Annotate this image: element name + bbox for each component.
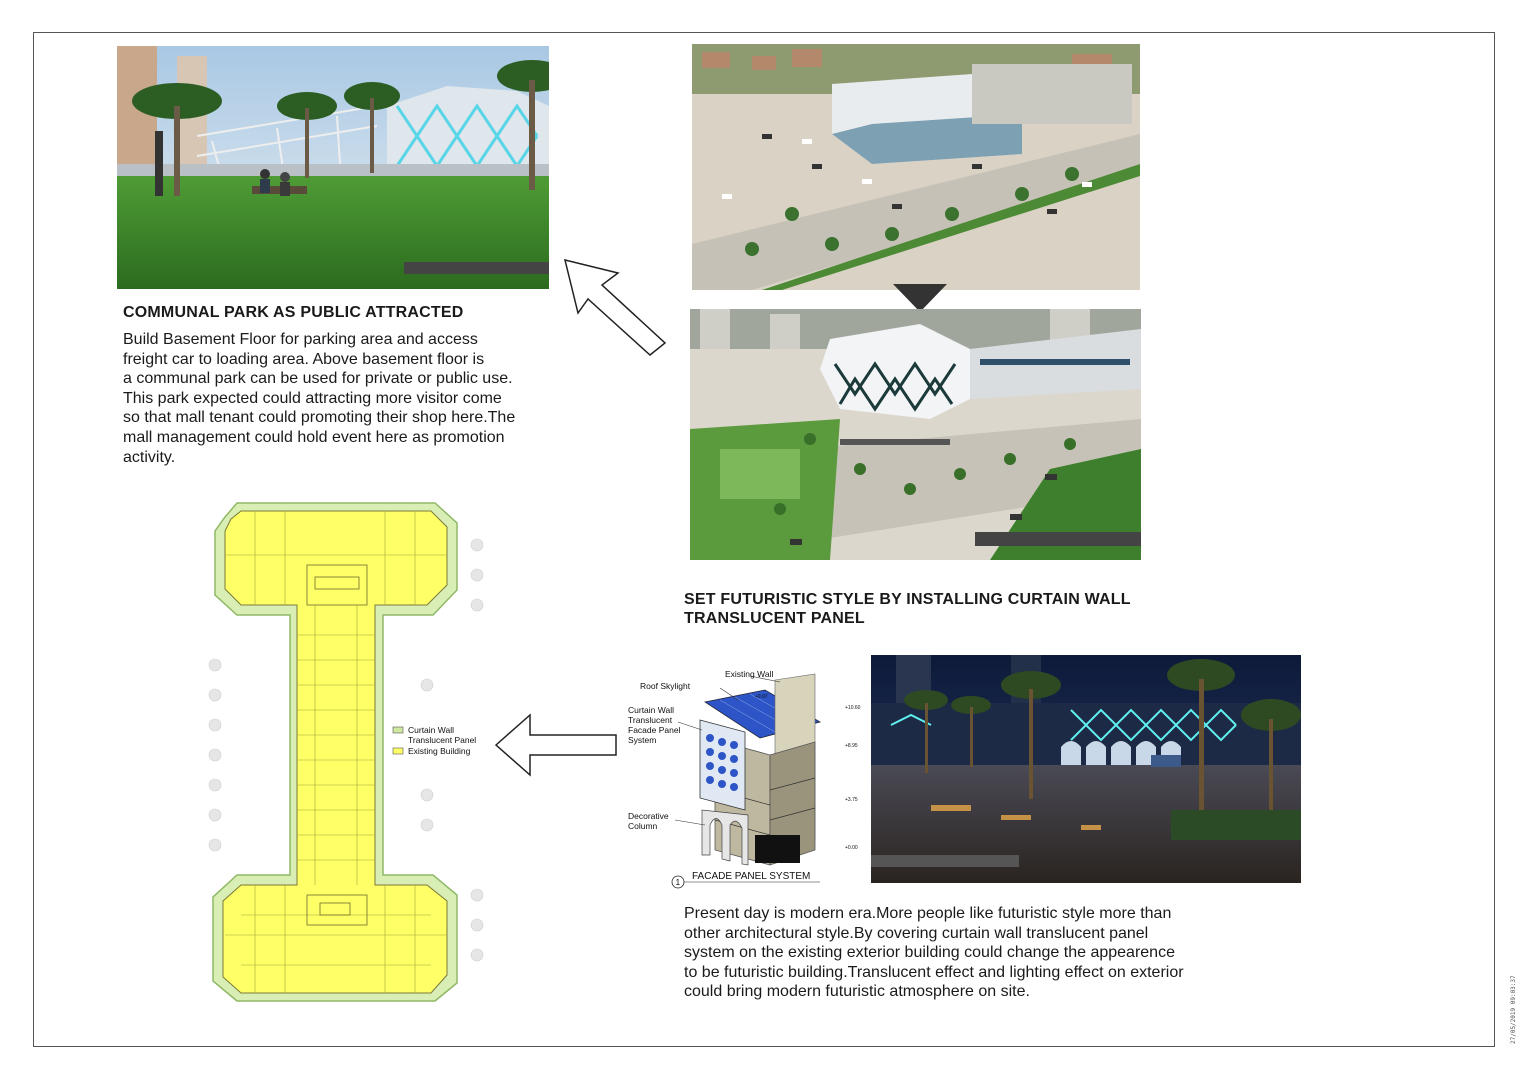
elevation-label: +8.95 xyxy=(845,743,858,749)
park-text-line: Build Basement Floor for parking area and access xyxy=(123,331,478,348)
park-section-description xyxy=(123,330,515,467)
park-text-line: activity. xyxy=(123,448,176,466)
futuristic-text-line: system on the existing exterior building could change the appearence xyxy=(684,944,1175,962)
facade-panel-diagram xyxy=(620,660,865,890)
futuristic-text-line: to be futuristic building.Translucent effect and lighting effect on exterior xyxy=(684,963,1184,981)
label-decorative-column: Column xyxy=(628,821,658,831)
futuristic-section-description xyxy=(684,904,1184,1002)
facade-diagram-caption: FACADE PANEL SYSTEM xyxy=(692,871,811,882)
park-text-line: mall management could hold event here as promotion xyxy=(123,428,505,446)
arrow-to-park-icon xyxy=(560,255,670,360)
label-roof-skylight: Roof Skylight xyxy=(640,681,691,691)
arrow-to-plan-icon xyxy=(494,713,619,777)
elevation-label: +3.75 xyxy=(845,797,858,803)
park-section-title: COMMUNAL PARK AS PUBLIC ATTRACTED xyxy=(123,304,464,321)
elevation-label: +9.97 xyxy=(755,694,768,700)
elevation-label: +10.60 xyxy=(845,705,861,711)
legend-label-curtain-wall-2: Translucent Panel xyxy=(408,735,477,745)
futuristic-text-line: other architectural style.By covering curtain wall translucent panel xyxy=(684,924,1149,942)
night-street-render xyxy=(871,655,1301,883)
aerial-existing-render xyxy=(692,44,1140,290)
legend-label-existing-building: Existing Building xyxy=(408,746,471,756)
label-curtain-wall-line: System xyxy=(628,735,657,745)
futuristic-title-line: SET FUTURISTIC STYLE BY INSTALLING CURTAIN WALL xyxy=(684,591,1131,608)
futuristic-title-line: TRANSLUCENT PANEL xyxy=(684,610,865,627)
sheet-timestamp: 27/05/2019 09:03:37 xyxy=(1510,975,1517,1044)
label-decorative-column: Decorative xyxy=(628,811,669,821)
park-text-line: so that mall tenant could promoting their shop here.The xyxy=(123,409,516,427)
floor-plan-drawing xyxy=(195,495,495,1010)
legend-swatch-existing-building xyxy=(393,748,403,754)
aerial-futuristic-render xyxy=(690,309,1141,560)
label-curtain-wall-line: Translucent xyxy=(628,715,673,725)
label-curtain-wall-line: Curtain Wall xyxy=(628,705,674,715)
park-text-line: This park expected could attracting more visitor come xyxy=(123,389,502,407)
down-arrow-icon xyxy=(893,284,947,312)
park-text-line: a communal park can be used for private or public use. xyxy=(123,370,513,388)
label-curtain-wall-line: Facade Panel xyxy=(628,725,681,735)
legend-label-curtain-wall: Curtain Wall xyxy=(408,725,454,735)
park-text-line: freight car to loading area. Above basement floor is xyxy=(123,350,485,368)
label-existing-wall: Existing Wall xyxy=(725,669,774,679)
communal-park-render xyxy=(117,46,549,289)
futuristic-text-line: Present day is modern era.More people like futuristic style more than xyxy=(684,905,1172,922)
futuristic-section-title xyxy=(684,590,1131,628)
elevation-label: +0.00 xyxy=(845,845,858,851)
futuristic-text-line: could bring modern futuristic atmosphere on site. xyxy=(684,983,1030,1001)
legend-swatch-curtain-wall xyxy=(393,727,403,733)
diagram-number: 1 xyxy=(675,877,681,887)
